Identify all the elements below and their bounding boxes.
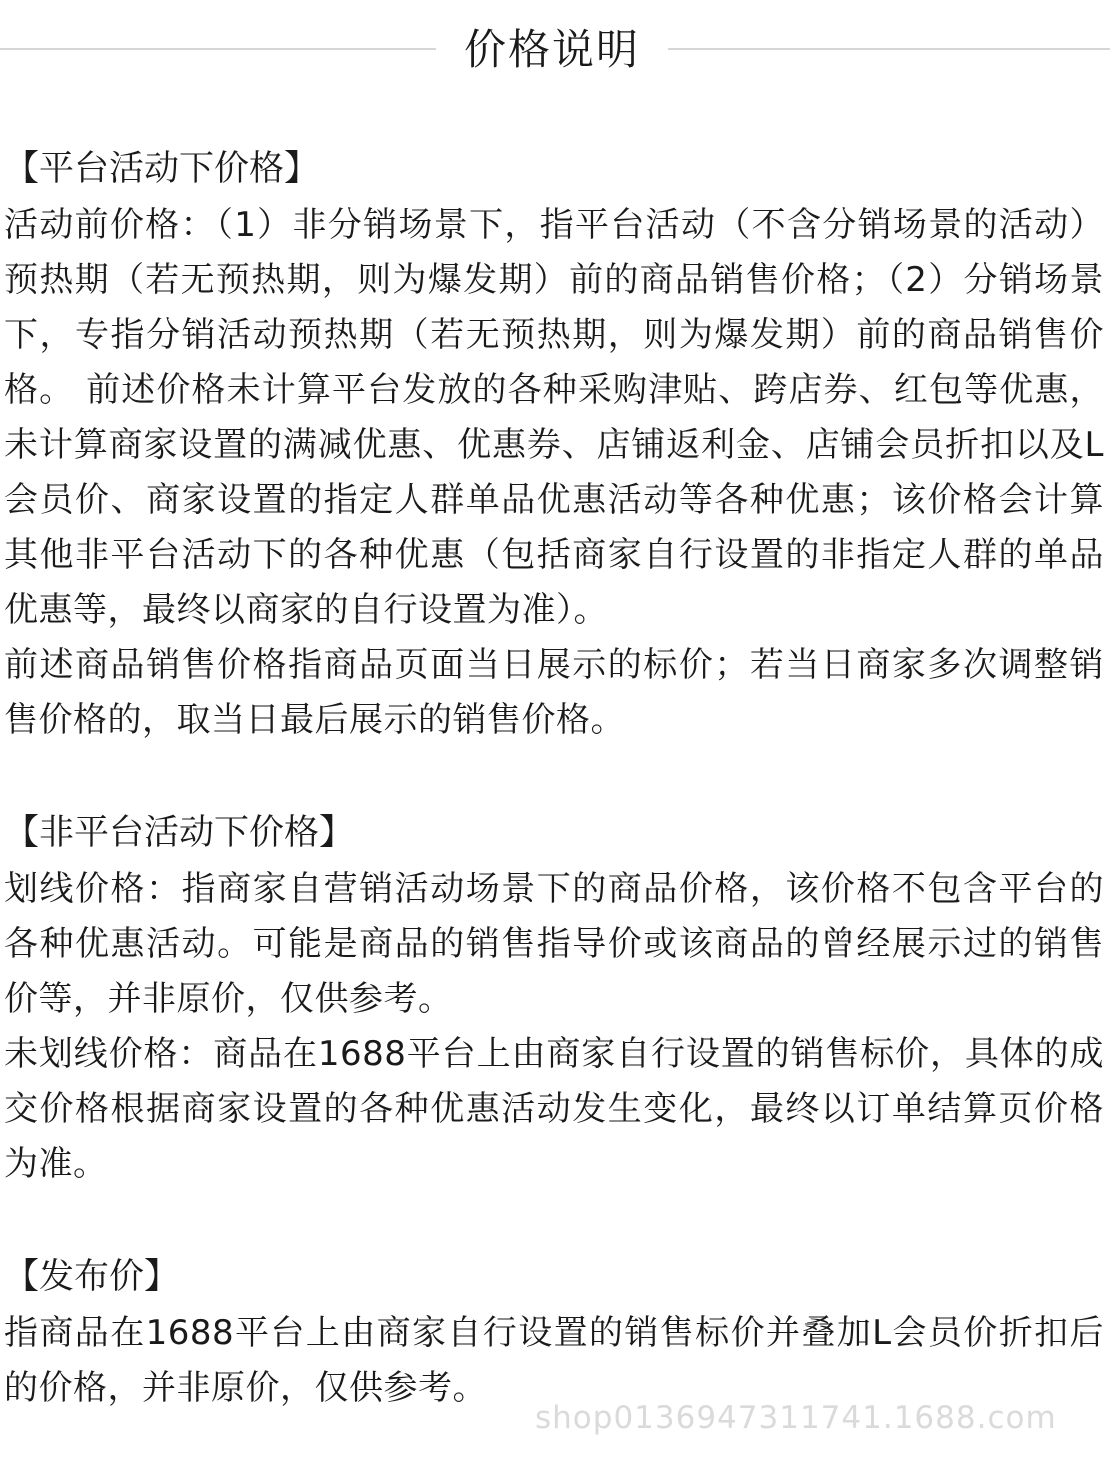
paragraph: 活动前价格：（1）非分销场景下，指平台活动（不含分销场景的活动）预热期（若无预热期，则为爆发期）前的商品销售价格；（2）分销场景下，专指分销活动预热期（若无预热期，则为爆发期）前的商品销售价格。 前述价格未计算平台发放的各种采购津贴、跨店券、红包等优惠，未计算商家设置的满减优惠、优惠券、店铺返利金、店铺会员折扣以及L会员价、商家设置的指定人群单品优惠活动等各种优惠；该价格会计算其他非平台活动下的各种优惠（包括商家自行设置的非指定人群的单品优惠等，最终以商家的自行设置为准）。 xyxy=(4,205,1104,630)
paragraph: 指商品在1688平台上由商家自行设置的销售标价并叠加L会员价折扣后的价格，并非原价，仅供参考。 xyxy=(4,1313,1104,1408)
section-heading: 【非平台活动下价格】 xyxy=(4,813,355,853)
section-release-price xyxy=(4,1248,1104,1416)
title-row xyxy=(0,18,1110,82)
page-title: 价格说明 xyxy=(436,18,668,82)
title-divider-right xyxy=(668,48,1110,50)
price-explanation-content xyxy=(4,140,1104,1416)
section-heading: 【平台活动下价格】 xyxy=(4,149,320,189)
title-divider-left xyxy=(0,48,436,50)
paragraph: 未划线价格：商品在1688平台上由商家自行设置的销售标价，具体的成交价格根据商家设置的各种优惠活动发生变化，最终以订单结算页价格为准。 xyxy=(4,1034,1104,1184)
paragraph: 划线价格：指商家自营销活动场景下的商品价格，该价格不包含平台的各种优惠活动。可能是商品的销售指导价或该商品的曾经展示过的销售价等，并非原价，仅供参考。 xyxy=(4,869,1104,1019)
section-platform-activity-price xyxy=(4,140,1104,748)
watermark: shop0136947311741.1688.com xyxy=(535,1400,1057,1436)
section-non-platform-activity-price xyxy=(4,804,1104,1192)
paragraph: 前述商品销售价格指商品页面当日展示的标价；若当日商家多次调整销售价格的，取当日最后展示的销售价格。 xyxy=(4,645,1104,740)
section-heading: 【发布价】 xyxy=(4,1257,180,1297)
